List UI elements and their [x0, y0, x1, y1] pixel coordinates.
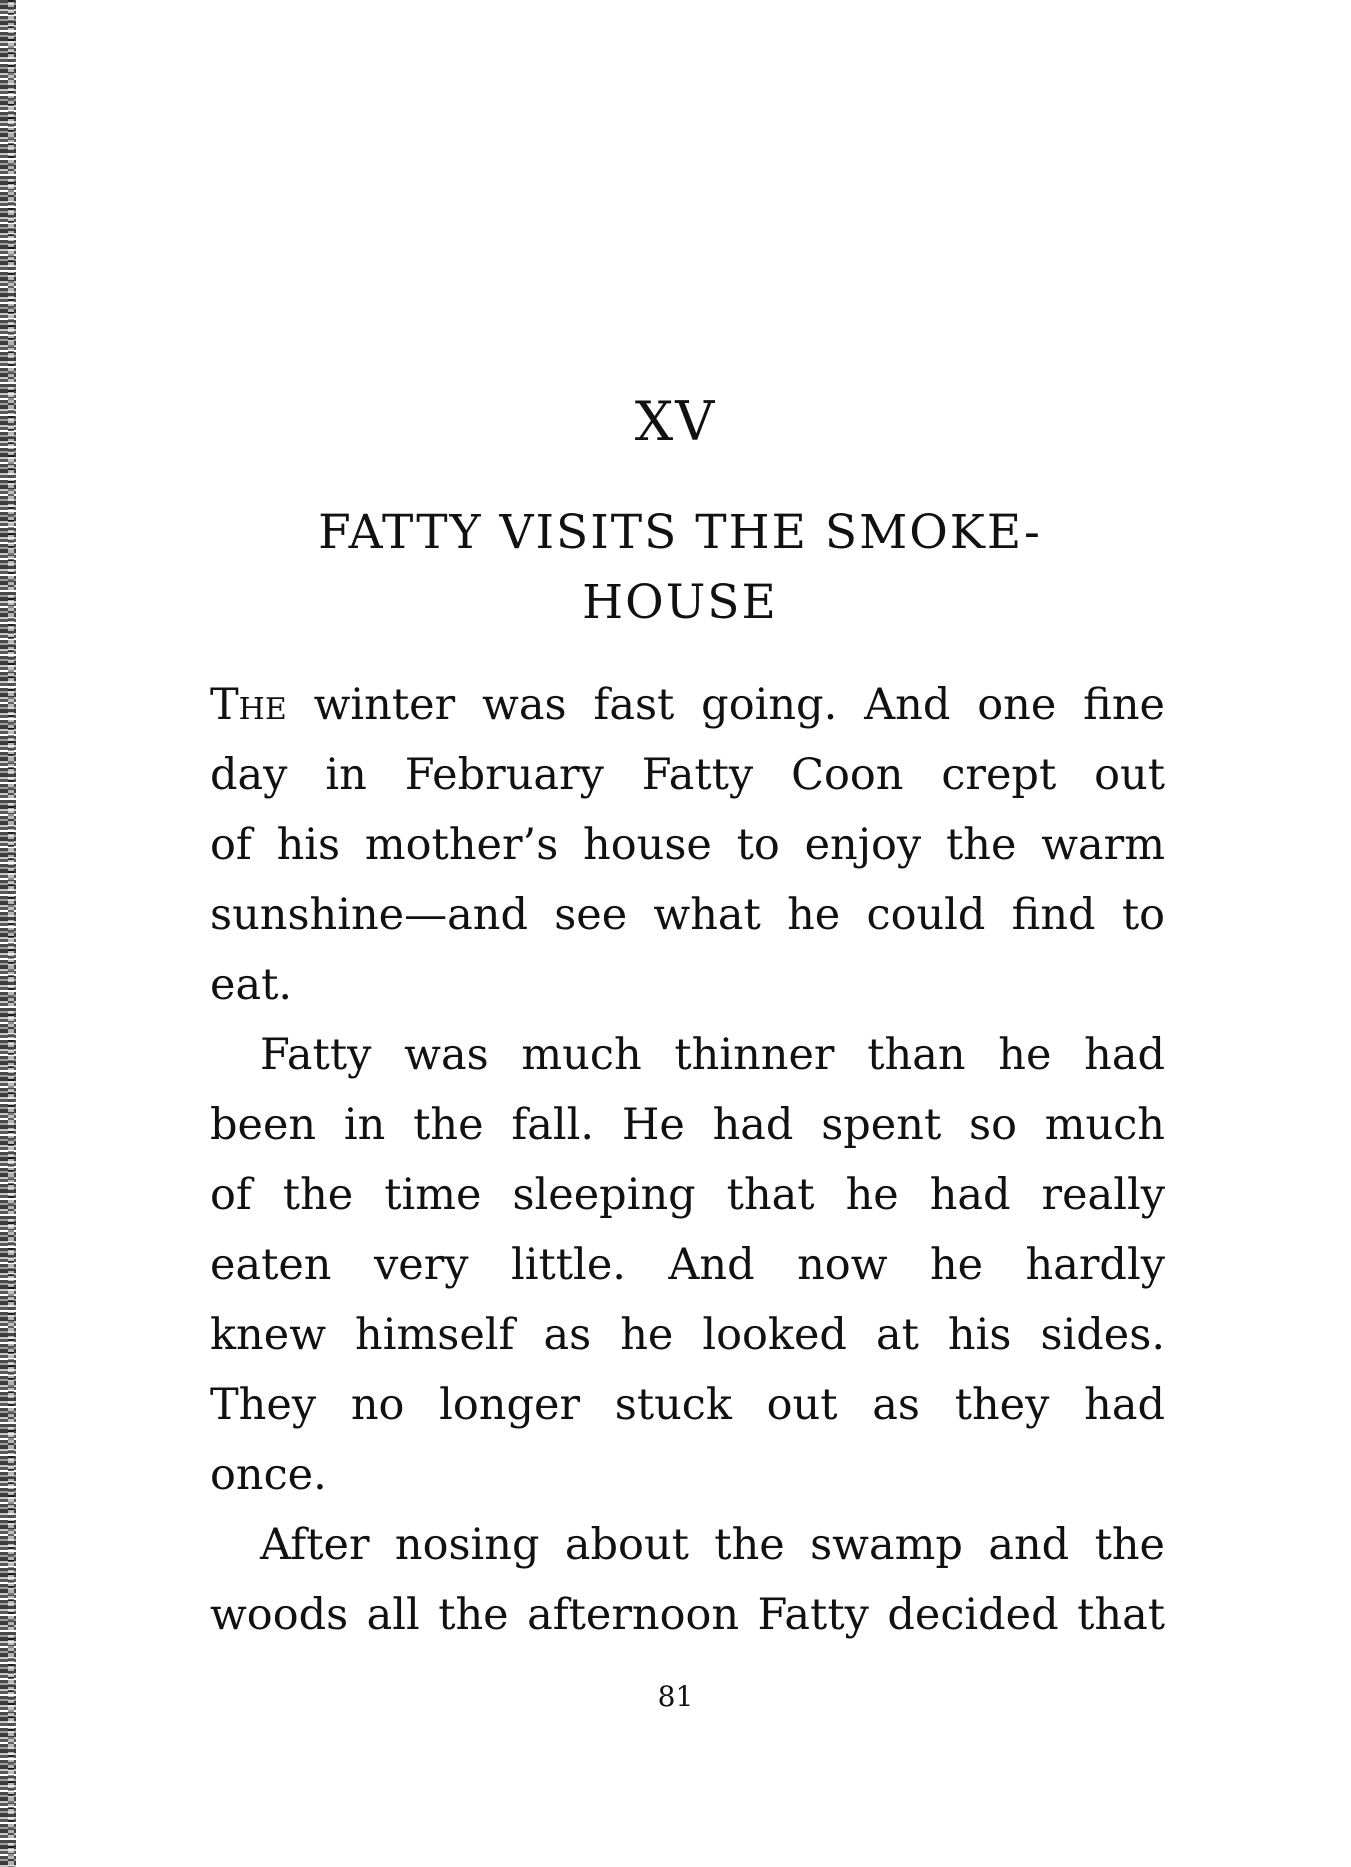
page-number: 81 — [657, 1680, 694, 1713]
text-line: The winter was fast going. And one fine — [210, 680, 1165, 730]
text-line: been in the fall. He had spent so much — [210, 1100, 1165, 1150]
text-line: woods all the afternoon Fatty decided that — [210, 1590, 1165, 1640]
lead-word: The — [210, 680, 287, 730]
text-line: sunshine—and see what he could find to — [210, 890, 1165, 940]
text-line: knew himself as he looked at his sides. — [210, 1310, 1165, 1360]
chapter-number: XV — [634, 390, 717, 453]
text-line: day in February Fatty Coon crept out — [210, 750, 1165, 800]
chapter-title-line: HOUSE — [582, 575, 778, 630]
text-line: once. — [210, 1450, 327, 1500]
text-line: of the time sleeping that he had really — [210, 1170, 1165, 1220]
paragraph — [210, 1020, 1165, 1510]
paragraph — [210, 670, 1165, 1020]
text-line: Fatty was much thinner than he had — [260, 1030, 1165, 1080]
chapter-title — [210, 498, 1150, 638]
binding-edge-shadow — [8, 0, 14, 1867]
body-text — [210, 670, 1165, 1650]
chapter-title-line: FATTY VISITS THE SMOKE- — [318, 505, 1042, 560]
text-line: They no longer stuck out as they had — [210, 1380, 1165, 1430]
text-line: eaten very little. And now he hardly — [210, 1240, 1165, 1290]
text-line: After nosing about the swamp and the — [260, 1520, 1165, 1570]
paragraph — [210, 1510, 1165, 1650]
text-line: of his mother’s house to enjoy the warm — [210, 820, 1165, 870]
text-line: eat. — [210, 960, 293, 1010]
